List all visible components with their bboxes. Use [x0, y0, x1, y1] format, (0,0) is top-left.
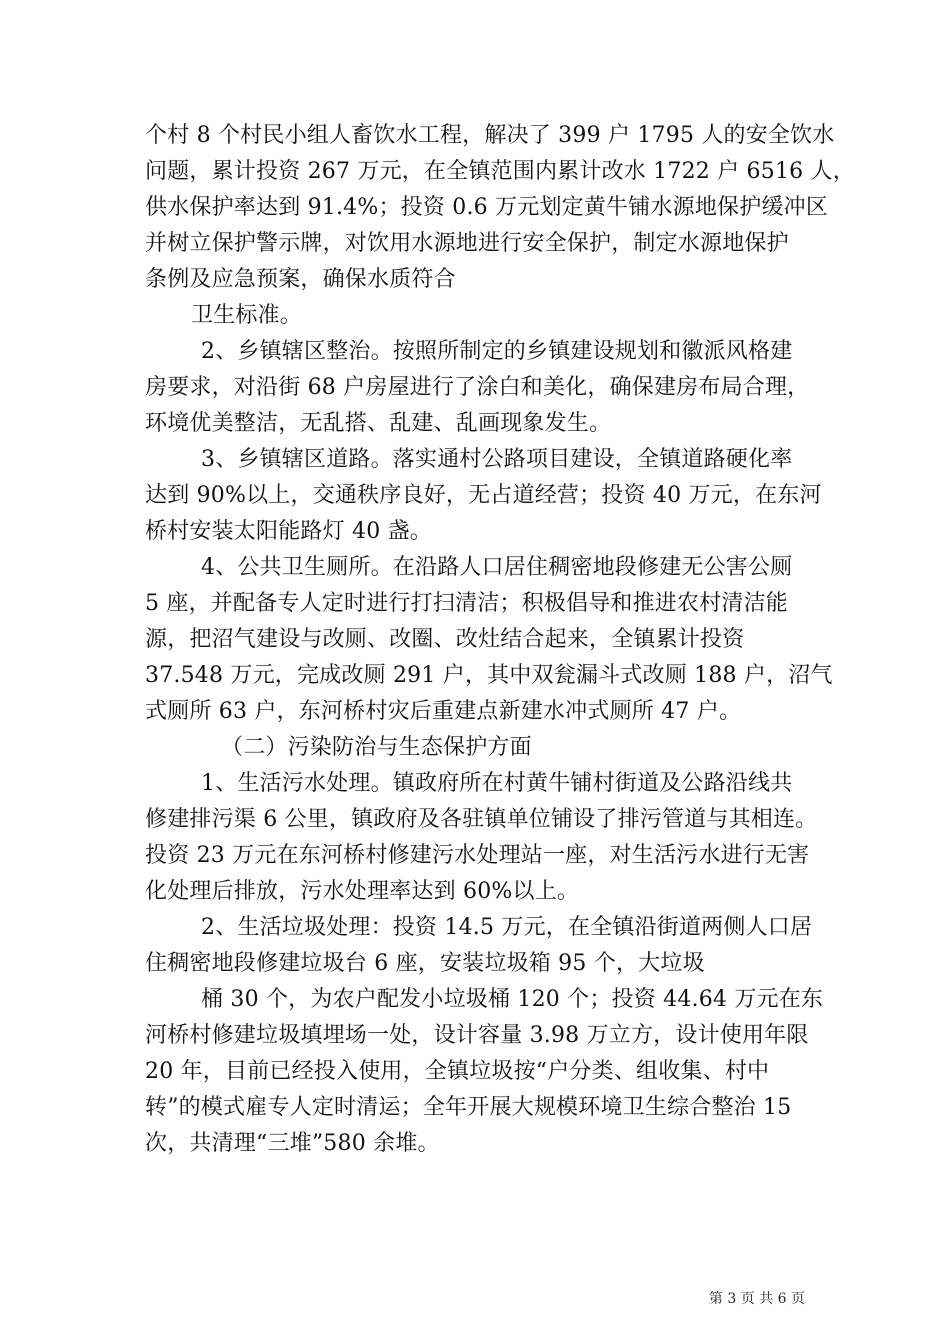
text-line: 37.548 万元，完成改厕 291 户，其中双瓮漏斗式改厕 188 户，沼气 [145, 663, 833, 688]
text-line: 并树立保护警示牌，对饮用水源地进行安全保护，制定水源地保护 [145, 231, 789, 256]
text-line: 卫生标准。 [191, 303, 303, 328]
paragraph-start: 1、生活污水处理。镇政府所在村黄牛铺村街道及公路沿线共 [201, 771, 793, 796]
paragraph-start: 2、生活垃圾处理：投资 14.5 万元，在全镇沿街道两侧人口居 [201, 915, 813, 940]
page-number: 第 3 页 共 6 页 [708, 1291, 805, 1307]
text-line: 河桥村修建垃圾填埋场一处，设计容量 3.98 万立方，设计使用年限 [145, 1023, 809, 1048]
text-line: 转”的模式雇专人定时清运；全年开展大规模环境卫生综合整治 15 [145, 1095, 792, 1120]
section-heading: （二）污染防治与生态保护方面 [221, 735, 532, 760]
text-line: 环境优美整洁，无乱搭、乱建、乱画现象发生。 [145, 411, 612, 436]
text-line: 修建排污渠 6 公里，镇政府及各驻镇单位铺设了排污管道与其相连。 [145, 807, 818, 832]
text-line: 次，共清理“三堆”580 余堆。 [145, 1131, 440, 1156]
text-line: 住稠密地段修建垃圾台 6 座，安装垃圾箱 95 个，大垃圾 [145, 951, 705, 976]
text-line: 式厕所 63 户，东河桥村灾后重建点新建水冲式厕所 47 户。 [145, 699, 742, 724]
text-line: 化处理后排放，污水处理率达到 60%以上。 [145, 879, 580, 904]
document-body [145, 118, 855, 1162]
text-line: 条例及应急预案，确保水质符合 [145, 267, 456, 292]
paragraph-start: 4、公共卫生厕所。在沿路人口居住稠密地段修建无公害公厕 [201, 555, 793, 580]
text-line: 投资 23 万元在东河桥村修建污水处理站一座，对生活污水进行无害 [145, 843, 810, 868]
paragraph-start: 3、乡镇辖区道路。落实通村公路项目建设，全镇道路硬化率 [201, 447, 793, 472]
text-line: 桥村安装太阳能路灯 40 盏。 [145, 519, 432, 544]
text-line: 房要求，对沿街 68 户房屋进行了涂白和美化，确保建房布局合理， [145, 375, 810, 400]
text-line: 问题，累计投资 267 万元，在全镇范围内累计改水 1722 户 6516 人， [145, 159, 855, 184]
text-line: 20 年，目前已经投入使用，全镇垃圾按“户分类、组收集、村中 [145, 1059, 770, 1084]
text-line: 源，把沼气建设与改厕、改圈、改灶结合起来，全镇累计投资 [145, 627, 745, 652]
paragraph-start: 2、乡镇辖区整治。按照所制定的乡镇建设规划和徽派风格建 [201, 339, 793, 364]
text-line: 供水保护率达到 91.4%；投资 0.6 万元划定黄牛铺水源地保护缓冲区 [145, 195, 829, 220]
text-line: 桶 30 个，为农户配发小垃圾桶 120 个；投资 44.64 万元在东 [201, 987, 824, 1012]
text-line: 达到 90%以上，交通秩序良好，无占道经营；投资 40 万元，在东河 [145, 483, 822, 508]
text-line: 个村 8 个村民小组人畜饮水工程，解决了 399 户 1795 人的安全饮水 [145, 123, 835, 148]
text-line: 5 座，并配备专人定时进行打扫清洁；积极倡导和推进农村清洁能 [145, 591, 788, 616]
